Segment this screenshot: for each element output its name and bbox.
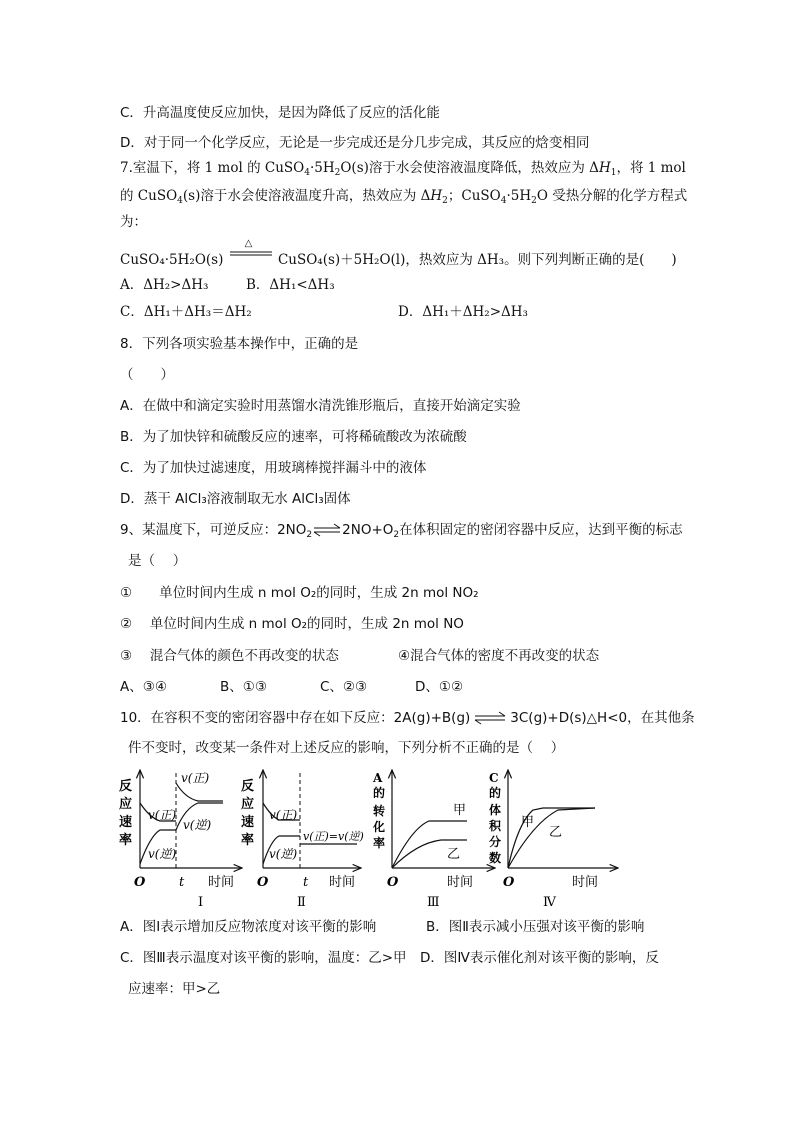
g1-t: t	[179, 875, 185, 890]
g1-label: Ⅰ	[198, 895, 204, 908]
graph-2	[241, 770, 364, 908]
q9-option-a: A、③④	[120, 679, 167, 695]
g1-xlabel: 时间	[208, 875, 235, 890]
g1-ylabel-2: 速	[119, 815, 133, 830]
g4-ylabel-0: C	[489, 771, 499, 785]
q8-option-b: B．为了加快锌和硫酸反应的速率，可将稀硫酸改为浓硫酸	[120, 429, 467, 445]
g3-ylabel-3: 化	[373, 820, 386, 834]
graph-1	[119, 770, 242, 908]
q7-option-a: A．ΔH₂>ΔH₃	[120, 277, 209, 293]
q9-stem-line2: 是（ ）	[128, 553, 187, 569]
g2-v-reverse-label: v(逆)	[269, 847, 298, 861]
q8-option-a: A．在做中和滴定实验时用蒸馏水清洗锥形瓶后，直接开始滴定实验	[120, 398, 521, 414]
q8-stem: 8．下列各项实验基本操作中，正确的是	[120, 336, 359, 352]
g2-ylabel-2: 速	[241, 815, 255, 830]
q10-stem-line1: 10．在容积不变的密闭容器中存在如下反应：2A(g)+B(g) 3C(g)+D(s)△H<0，在其他条	[120, 710, 695, 726]
g1-ylabel-1: 应	[119, 797, 133, 812]
q10-graphs	[115, 768, 675, 908]
q9-item-1: ① 单位时间内生成 n mol O₂的同时，生成 2n mol NO₂	[120, 585, 479, 601]
g2-t: t	[303, 875, 309, 890]
g1-origin: O	[134, 875, 146, 890]
q7-equation: CuSO₄·5H₂O(s) △ CuSO₄(s)＋5H₂O(l)，热效应为 ΔH₃。则下列判断正确的是( )	[120, 244, 677, 270]
g2-ylabel-1: 应	[241, 797, 255, 812]
g1-v-forward-label-2: v(正)	[181, 771, 210, 785]
g2-origin: O	[257, 875, 269, 890]
q9-item-4: ④混合气体的密度不再改变的状态	[398, 648, 600, 664]
q8-paren: （ ）	[120, 367, 174, 383]
g3-ylabel-1: 的	[373, 786, 386, 800]
g2-ylabel-3: 率	[241, 833, 255, 848]
graph-4	[489, 770, 618, 908]
reversible-arrow-icon	[473, 711, 507, 725]
q7-option-c: C．ΔH₁＋ΔH₃＝ΔH₂	[120, 304, 252, 320]
g2-ylabel-0: 反	[241, 779, 255, 794]
g4-origin: O	[503, 875, 515, 890]
q10-option-c: C．图Ⅲ表示温度对该平衡的影响，温度：乙>甲	[120, 950, 407, 966]
g3-jia-label: 甲	[453, 803, 467, 818]
q7-option-d: D．ΔH₁＋ΔH₂>ΔH₃	[398, 304, 528, 320]
g2-xlabel: 时间	[329, 875, 356, 890]
reversible-arrow-icon	[312, 523, 342, 537]
q9-item-3: ③ 混合气体的颜色不再改变的状态	[120, 648, 339, 664]
q8-option-c: C．为了加快过滤速度，用玻璃棒搅拌漏斗中的液体	[120, 460, 427, 476]
g4-xlabel: 时间	[572, 875, 599, 890]
g4-label: Ⅳ	[543, 895, 556, 908]
q10-option-b: B．图Ⅱ表示减小压强对该平衡的影响	[426, 919, 645, 935]
q8-option-d: D．蒸干 AlCl₃溶液制取无水 AlCl₃固体	[120, 491, 351, 507]
q7-stem-line2: 的 CuSO$_4$(s)溶于水会使溶液温度升高，热效应为 $\Delta H_2$；$CuSO_4\cdot 5H_2O$ 受热分解的化学方程式	[120, 188, 688, 206]
g3-ylabel-4: 率	[373, 836, 386, 850]
q7-stem-line1: 7.室温下，将 1 mol 的 $CuSO_4\cdot 5H_2O(s)$溶于水会使溶液温度降低，热效应为 $\Delta H_1$，将 1 mol	[120, 160, 686, 178]
g3-ylabel-2: 转	[373, 804, 386, 818]
g4-ylabel-4: 分	[489, 835, 502, 849]
g1-v-reverse-label: v(逆)	[148, 847, 177, 861]
graph-3	[372, 770, 495, 908]
g3-label: Ⅲ	[427, 895, 440, 908]
equals-arrow-icon	[228, 244, 274, 264]
g4-ylabel-3: 积	[489, 819, 502, 833]
g1-v-forward-after	[176, 783, 223, 801]
q9-item-2: ② 单位时间内生成 n mol O₂的同时，生成 2n mol NO	[120, 616, 464, 632]
q6-option-d: D．对于同一个化学反应，无论是一步完成还是分几步完成，其反应的焓变相同	[120, 135, 590, 151]
heat-symbol: △	[244, 238, 253, 249]
q10-option-d-cont: 应速率：甲>乙	[128, 981, 221, 997]
g3-xlabel: 时间	[447, 875, 474, 890]
q10-option-a: A．图Ⅰ表示增加反应物浓度对该平衡的影响	[120, 919, 377, 935]
g3-yi-label: 乙	[447, 847, 461, 862]
g1-v-forward-label: v(正)	[148, 808, 177, 822]
g2-label: Ⅱ	[297, 895, 306, 908]
g2-v-forward-label: v(正)	[269, 808, 298, 822]
q9-option-c: C、②③	[320, 679, 368, 695]
g4-yi-label: 乙	[549, 825, 563, 840]
q7-option-b: B．ΔH₁<ΔH₃	[246, 277, 335, 293]
g1-ylabel-3: 率	[119, 833, 133, 848]
g1-ylabel-0: 反	[119, 779, 133, 794]
g4-ylabel-1: 的	[489, 786, 502, 800]
q10-stem-line2: 件不变时，改变某一条件对上述反应的影响，下列分析不正确的是（ ）	[128, 740, 565, 756]
g4-ylabel-5: 数	[489, 851, 502, 865]
q9-option-b: B、①③	[220, 679, 267, 695]
q9-option-d: D、①②	[415, 679, 464, 695]
q10-option-d: D．图Ⅳ表示催化剂对该平衡的影响，反	[420, 950, 659, 966]
q6-option-c: C．升高温度使反应加快，是因为降低了反应的活化能	[120, 105, 440, 121]
g1-v-reverse-label-2: v(逆)	[183, 818, 212, 832]
g3-origin: O	[387, 875, 399, 890]
q7-stem-line3: 为：	[120, 214, 147, 230]
g4-jia-label: 甲	[521, 815, 535, 830]
g4-ylabel-2: 体	[489, 803, 502, 817]
q9-stem-line1: 9、某温度下，可逆反应：$2NO_2$ $2NO+O_2$在体积固定的密闭容器中反应，达到平衡的标志	[120, 522, 683, 540]
g3-ylabel-0: A	[373, 771, 383, 785]
g2-equal-rate-label: v(正)=v(逆)	[303, 830, 364, 843]
